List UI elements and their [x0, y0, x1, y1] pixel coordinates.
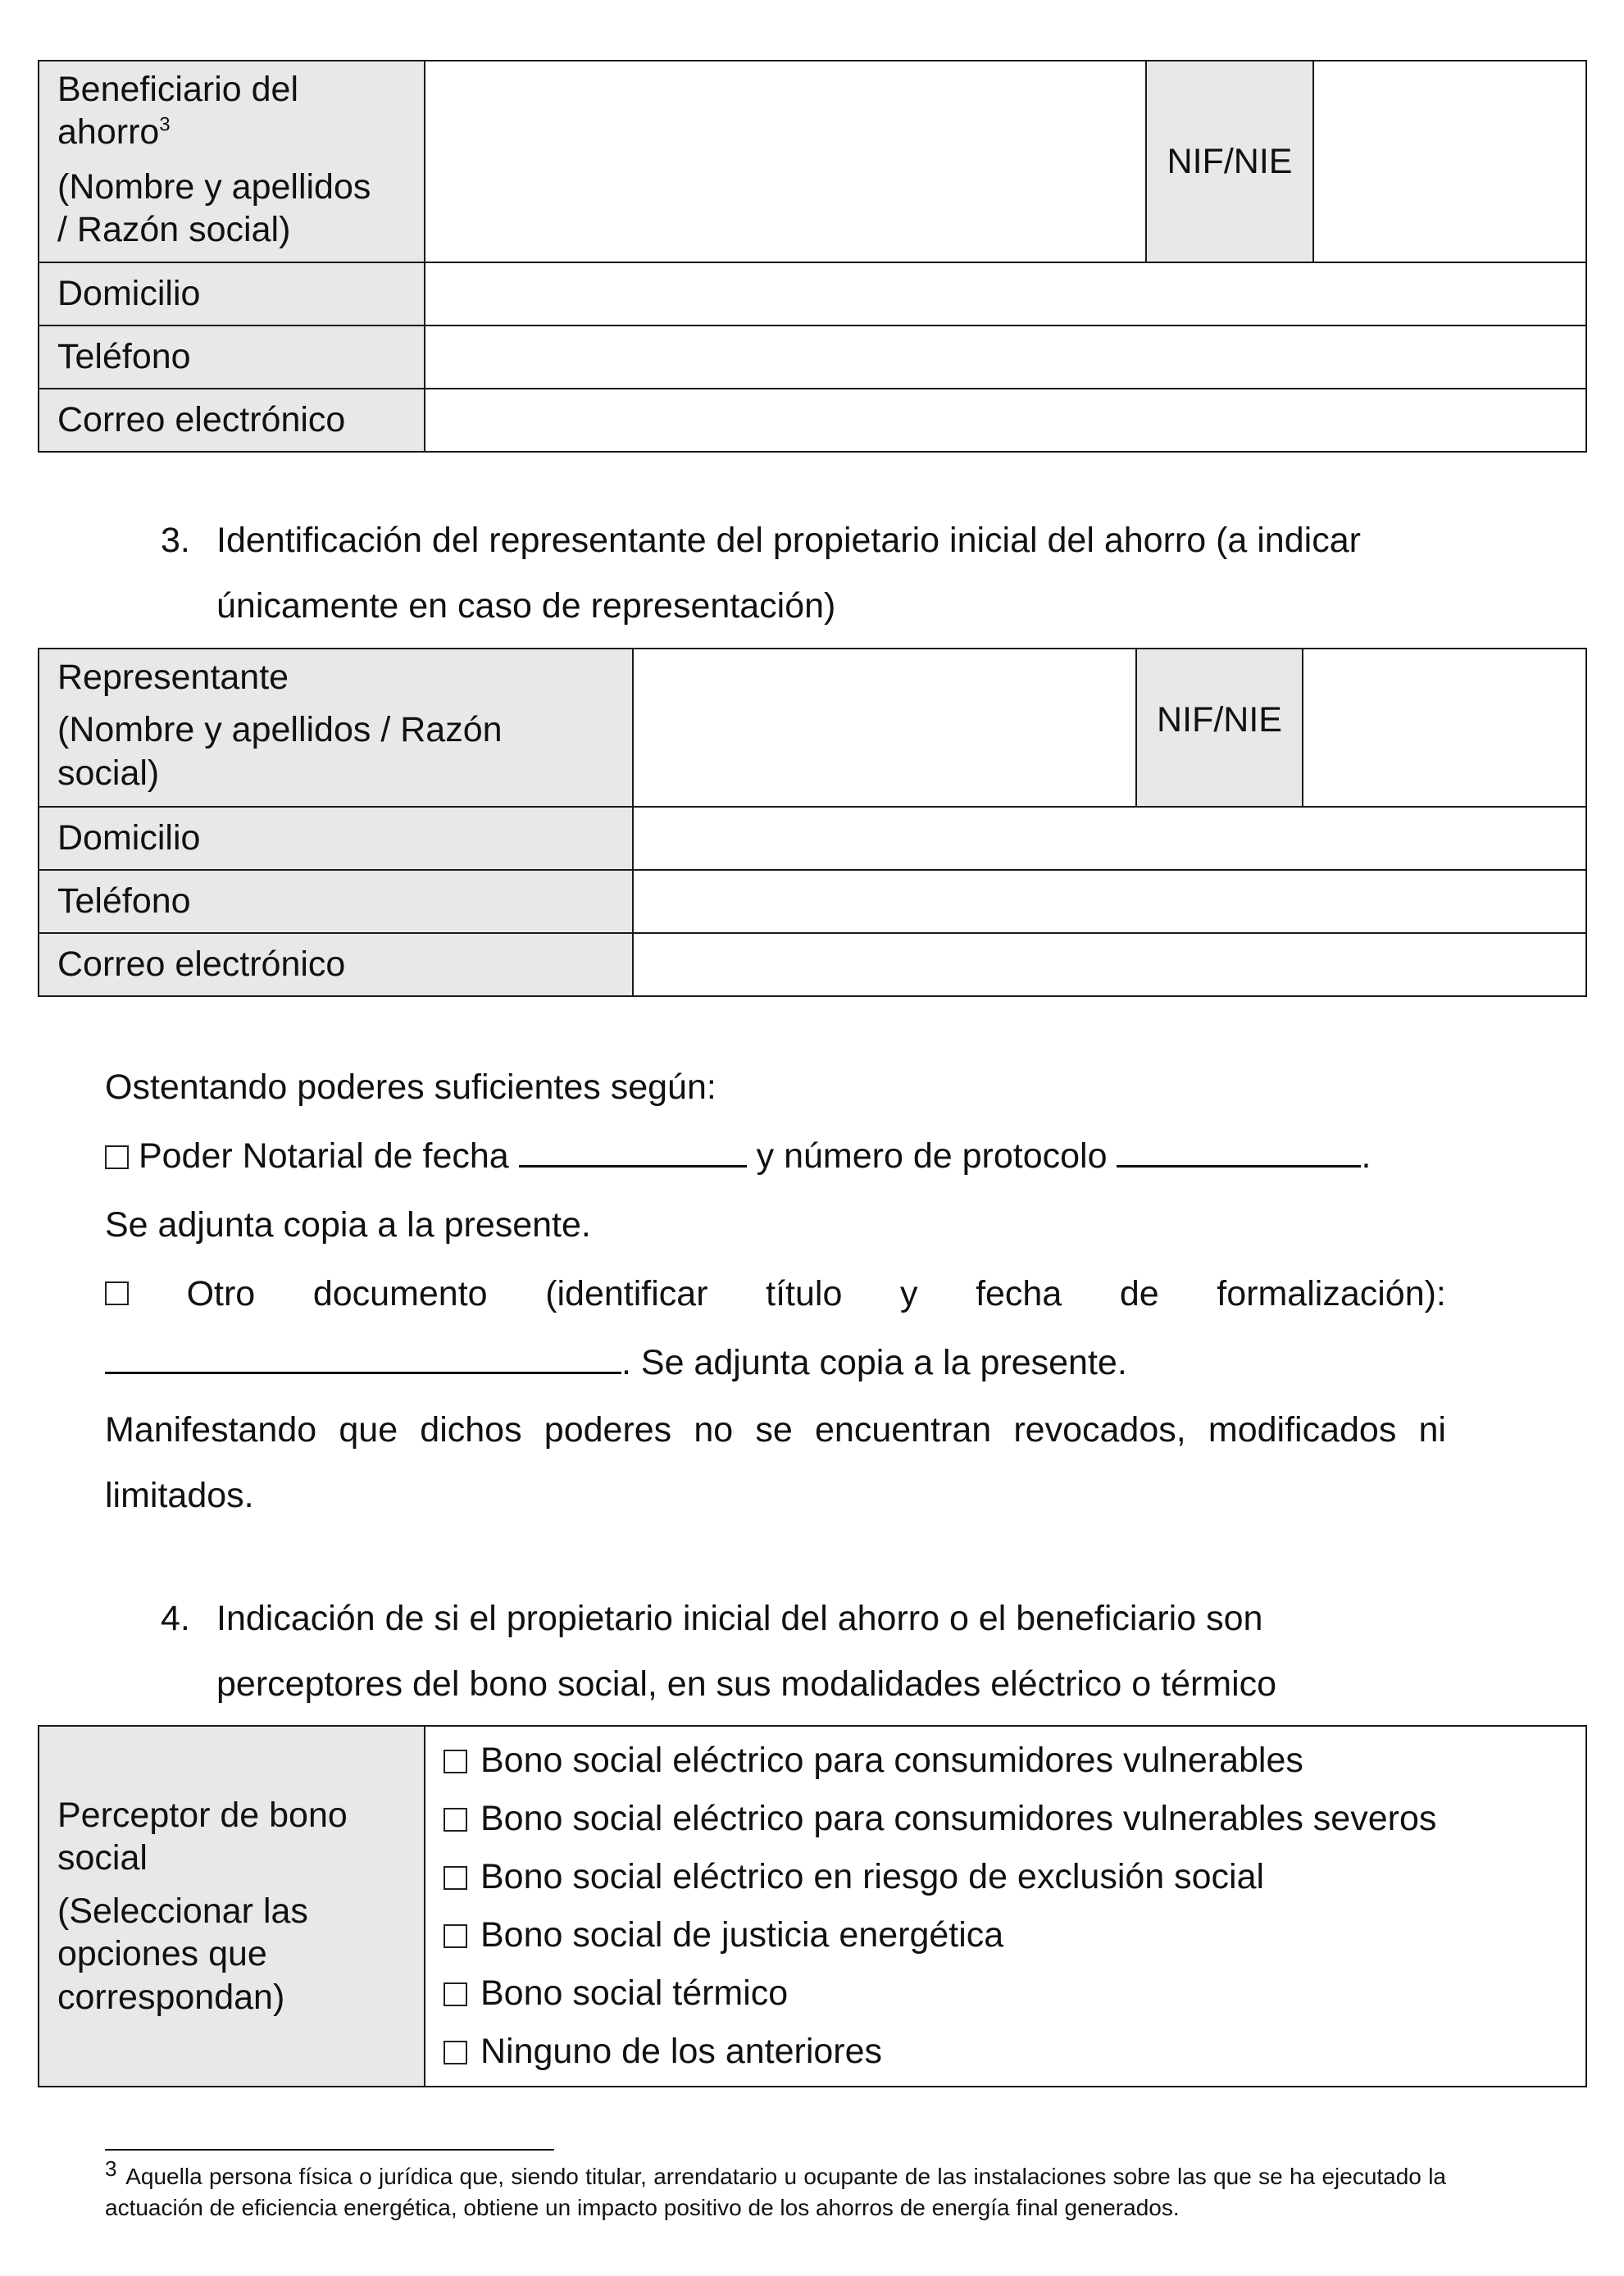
beneficiary-phone-field[interactable] — [425, 325, 1586, 389]
bono-option-checkbox[interactable] — [444, 1982, 467, 2006]
footnote-ref-3: 3 — [159, 114, 171, 137]
representative-name-field[interactable] — [633, 649, 1136, 807]
section-3-number: 3. — [161, 521, 190, 560]
bono-option[interactable] — [444, 2023, 1567, 2081]
bono-options-list — [444, 1732, 1567, 2081]
representative-phone-field[interactable] — [633, 870, 1586, 933]
other-word: Otro — [186, 1274, 256, 1313]
representative-nif-field[interactable] — [1303, 649, 1586, 807]
bono-social-label — [39, 1726, 425, 2087]
bono-label-line1: Perceptor de bono — [57, 1795, 348, 1835]
representative-nif-label: NIF/NIE — [1136, 649, 1303, 807]
section-4-line2: perceptores del bono social, en sus modalidades eléctrico o térmico — [216, 1664, 1277, 1704]
bono-option-label: Bono social eléctrico para consumidores vulnerables — [480, 1741, 1303, 1780]
representative-email-field[interactable] — [633, 933, 1586, 996]
beneficiary-address-label: Domicilio — [39, 262, 425, 325]
other-word: y — [899, 1274, 918, 1313]
other-document-title-line — [105, 1328, 1446, 1397]
notarial-copy: Se adjunta copia a la presente. — [105, 1205, 591, 1245]
bono-label-line5: correspondan) — [57, 1977, 285, 2017]
section-3-line2: únicamente en caso de representación) — [216, 586, 836, 626]
beneficiary-name-field[interactable] — [425, 61, 1146, 262]
bono-option-checkbox[interactable] — [444, 1808, 467, 1832]
beneficiary-phone-label: Teléfono — [39, 325, 425, 389]
bono-option[interactable] — [444, 1790, 1567, 1848]
beneficiary-name-label — [39, 61, 425, 262]
bono-label-line2: social — [57, 1838, 148, 1878]
bono-option[interactable] — [444, 1848, 1567, 1906]
beneficiary-nif-label: NIF/NIE — [1146, 61, 1313, 262]
notarial-protocol-blank[interactable] — [1117, 1136, 1361, 1168]
bono-option-checkbox[interactable] — [444, 1866, 467, 1890]
representative-label-line1: Representante — [57, 658, 289, 697]
representative-name-label — [39, 649, 633, 807]
beneficiary-email-field[interactable] — [425, 389, 1586, 452]
other-word: título — [766, 1274, 843, 1313]
other-word: fecha — [976, 1274, 1062, 1313]
representative-table — [38, 648, 1587, 997]
footnote-separator — [105, 2149, 554, 2151]
section-4-number: 4. — [161, 1599, 190, 1638]
beneficiary-table — [38, 60, 1587, 453]
section-4-line1: Indicación de si el propietario inicial del ahorro o el beneficiario son — [216, 1599, 1263, 1638]
powers-closing: Manifestando que dichos poderes no se encuentran revocados, modificados ni limitados. — [105, 1410, 1446, 1515]
notarial-middle: y número de protocolo — [756, 1136, 1108, 1176]
other-word: de — [1119, 1274, 1159, 1313]
bono-option-label: Bono social de justicia energética — [480, 1915, 1004, 1955]
section-4-heading — [161, 1586, 1446, 1717]
beneficiary-address-field[interactable] — [425, 262, 1586, 325]
representative-phone-label: Teléfono — [39, 870, 633, 933]
powers-block — [105, 1053, 1446, 1528]
bono-option-label: Ninguno de los anteriores — [480, 2032, 883, 2071]
section-3-line1: Identificación del representante del propietario inicial del ahorro (a indicar — [216, 521, 1361, 560]
footnote-3 — [105, 2155, 1446, 2224]
other-document-checkbox[interactable] — [105, 1281, 129, 1305]
bono-option-label: Bono social eléctrico en riesgo de exclusión social — [480, 1857, 1265, 1896]
representative-label-line2: (Nombre y apellidos / Razón — [57, 710, 503, 750]
notarial-date-blank[interactable] — [519, 1136, 747, 1168]
bono-option[interactable] — [444, 1732, 1567, 1790]
beneficiary-label-line1: Beneficiario del — [57, 70, 299, 109]
footnote-mark: 3 — [105, 2155, 117, 2181]
beneficiary-label-line4: / Razón social) — [57, 210, 291, 250]
other-word: documento — [312, 1274, 488, 1313]
other-document-copy: . Se adjunta copia a la presente. — [621, 1343, 1127, 1382]
bono-label-line3: (Seleccionar las — [57, 1891, 308, 1931]
representative-label-line3: social) — [57, 753, 160, 793]
notarial-checkbox[interactable] — [105, 1145, 129, 1169]
bono-social-options — [425, 1726, 1586, 2087]
other-word: (identificar — [545, 1274, 708, 1313]
notarial-suffix: . — [1361, 1136, 1372, 1176]
bono-option[interactable] — [444, 1906, 1567, 1964]
beneficiary-email-label: Correo electrónico — [39, 389, 425, 452]
notarial-line — [105, 1122, 1446, 1190]
beneficiary-nif-field[interactable] — [1313, 61, 1586, 262]
footnote-text: Aquella persona física o jurídica que, siendo titular, arrendatario u ocupante de las instalaciones sobre las que se ha ejecutado la actuación de eficiencia energética, obtiene un impacto positivo de los ahorros de energía final generados. — [105, 2164, 1446, 2220]
representative-address-label: Domicilio — [39, 807, 633, 870]
bono-option-checkbox[interactable] — [444, 1750, 467, 1773]
powers-intro: Ostentando poderes suficientes según: — [105, 1067, 716, 1107]
beneficiary-label-line2: ahorro — [57, 112, 160, 152]
section-3-heading — [161, 508, 1446, 639]
other-word: formalización): — [1217, 1274, 1446, 1313]
representative-address-field[interactable] — [633, 807, 1586, 870]
bono-option-label: Bono social eléctrico para consumidores vulnerables severos — [480, 1799, 1437, 1838]
bono-social-table — [38, 1725, 1587, 2087]
bono-option-checkbox[interactable] — [444, 2041, 467, 2064]
representative-email-label: Correo electrónico — [39, 933, 633, 996]
notarial-prefix: Poder Notarial de fecha — [138, 1136, 509, 1176]
other-document-title-blank[interactable] — [105, 1342, 621, 1374]
bono-option[interactable] — [444, 1964, 1567, 2023]
bono-option-checkbox[interactable] — [444, 1924, 467, 1948]
other-document-line — [105, 1259, 1446, 1328]
beneficiary-label-line3: (Nombre y apellidos — [57, 166, 371, 207]
bono-label-line4: opciones que — [57, 1934, 267, 1974]
bono-option-label: Bono social térmico — [480, 1973, 789, 2013]
